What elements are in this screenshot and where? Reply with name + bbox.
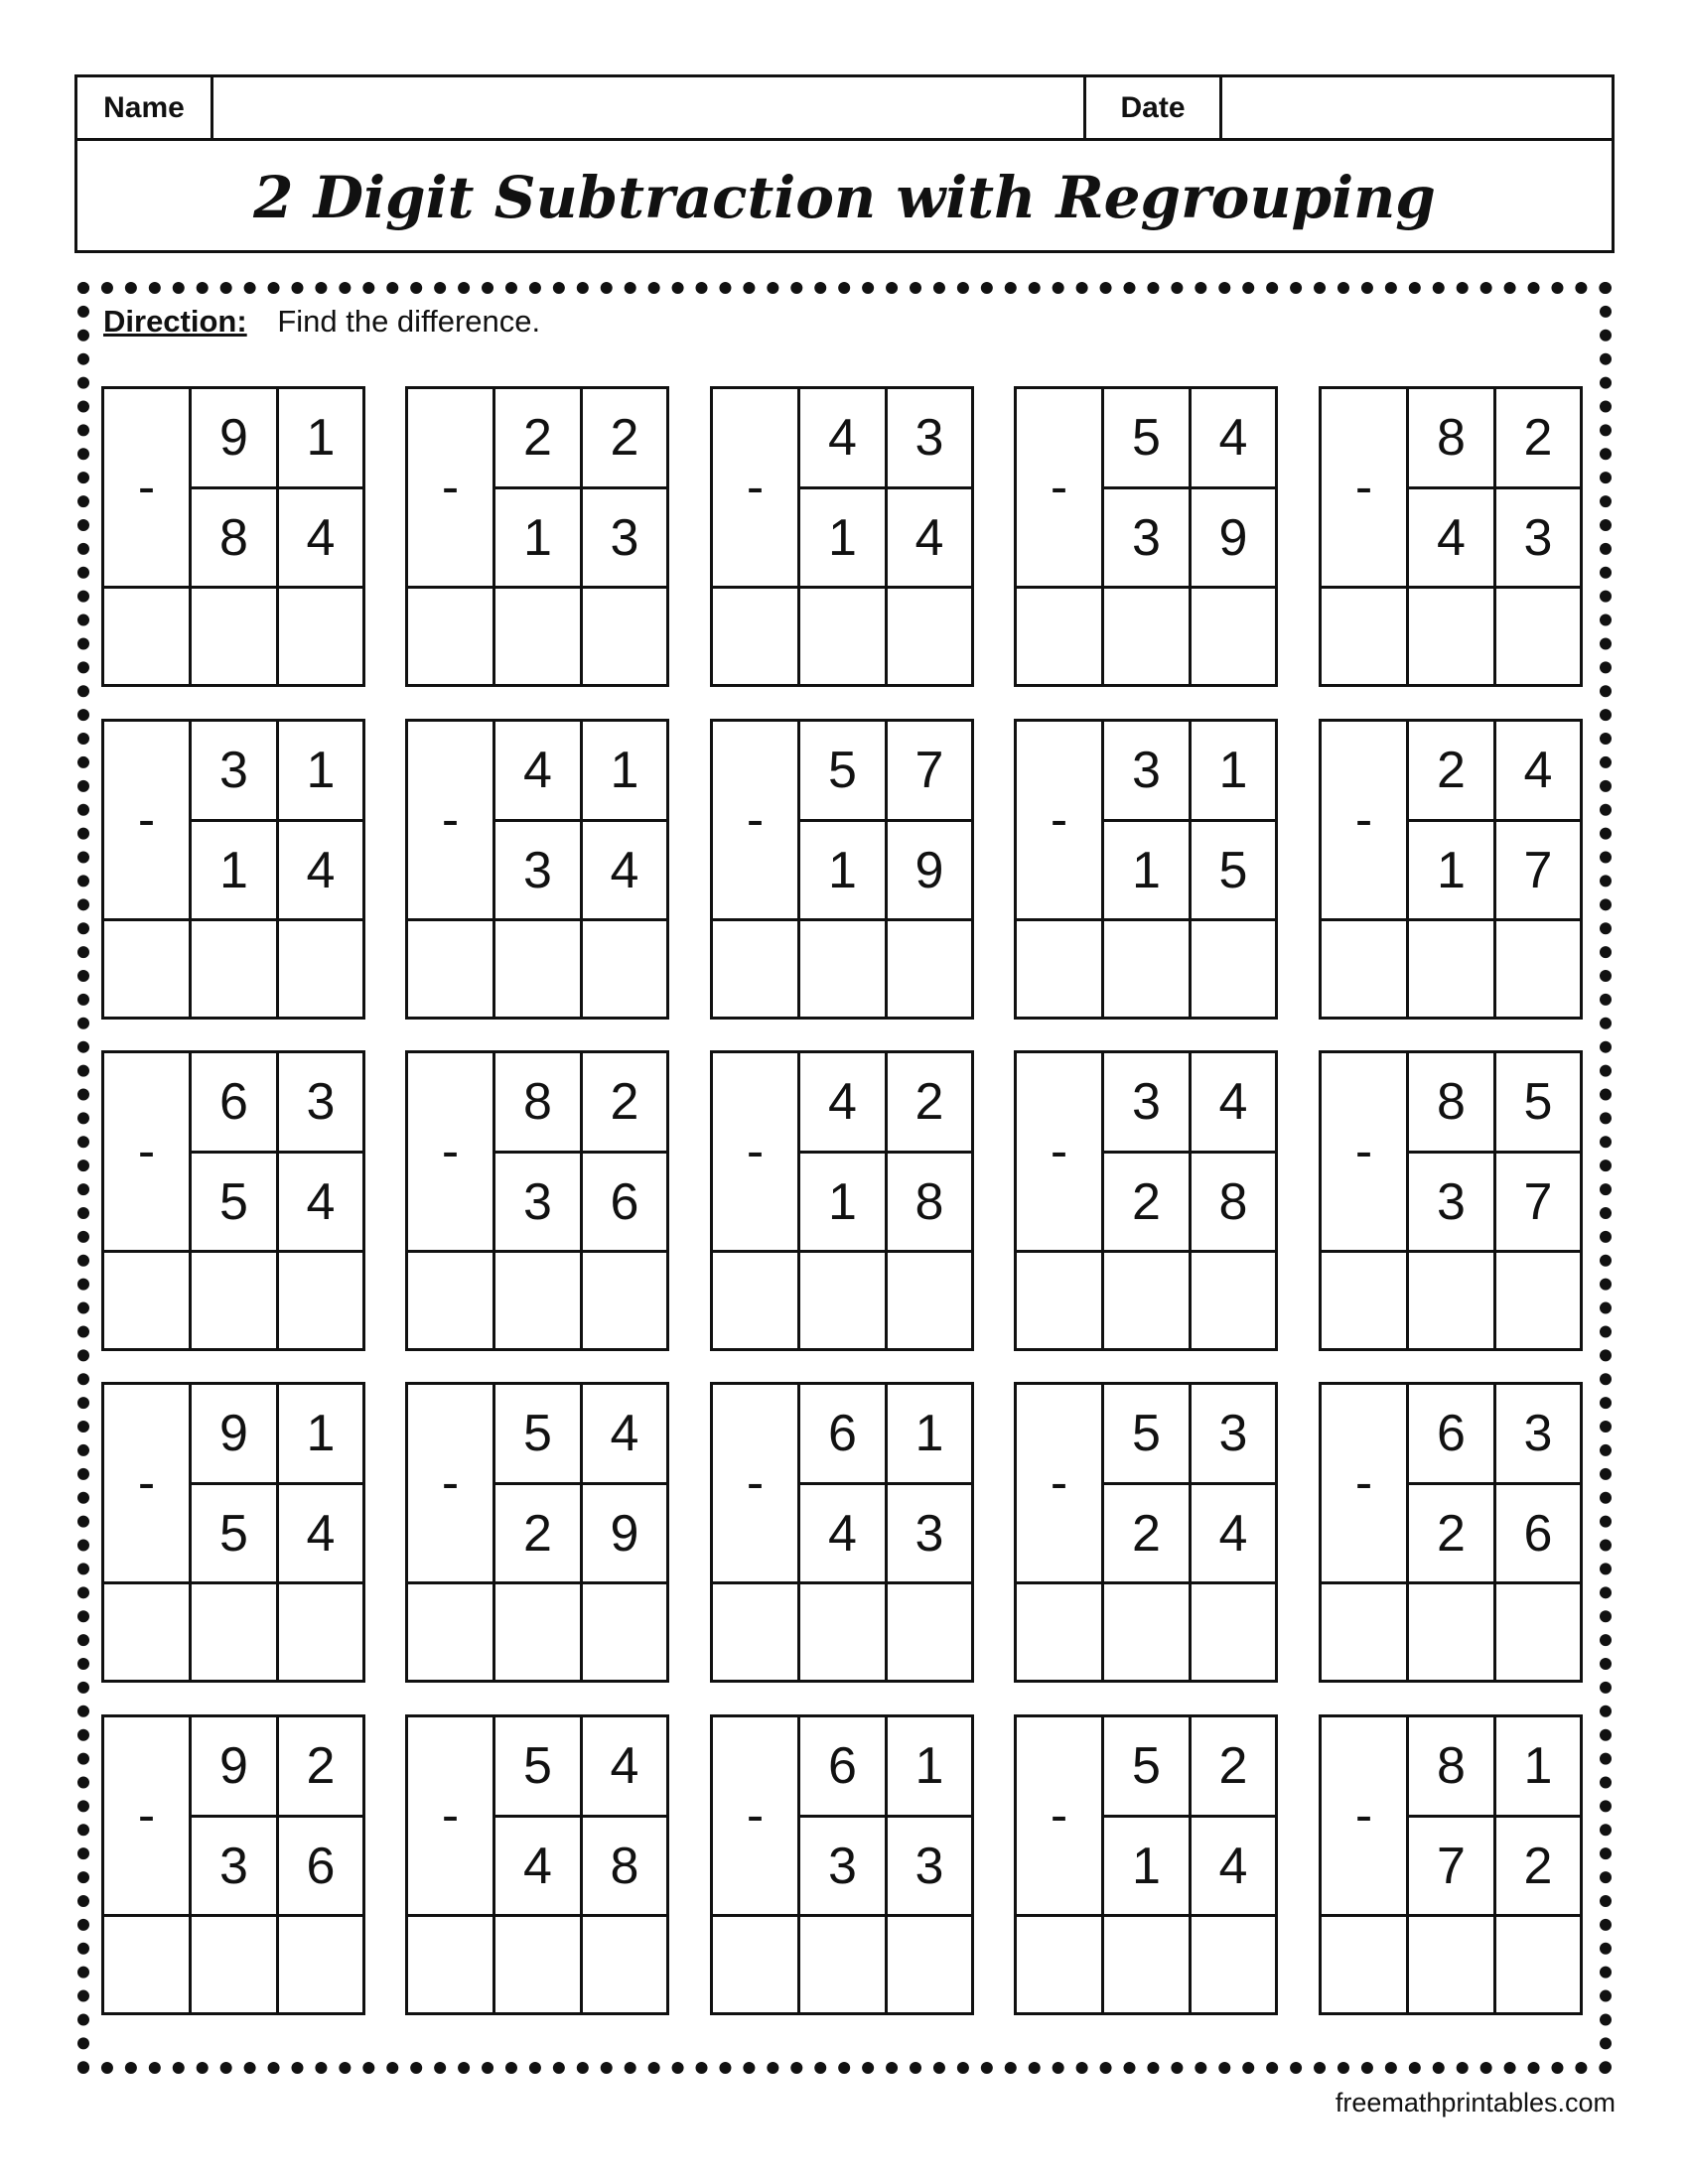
subtrahend-ones: 4	[1192, 1485, 1275, 1584]
subtrahend-ones: 9	[583, 1485, 666, 1584]
subtrahend-tens: 4	[800, 1485, 888, 1584]
minuend-tens: 5	[1104, 389, 1192, 489]
answer-ones-box[interactable]	[1192, 1917, 1275, 2012]
minuend-ones: 4	[583, 1717, 666, 1818]
answer-tens-box[interactable]	[800, 1253, 888, 1348]
subtrahend-tens: 1	[495, 489, 583, 589]
subtraction-problem	[710, 1714, 974, 2015]
minuend-ones: 5	[1496, 1053, 1580, 1154]
subtrahend-tens: 4	[1409, 489, 1496, 589]
answer-hundreds-box[interactable]	[408, 1917, 495, 2012]
page-title: 2 Digit Subtraction with Regrouping	[253, 163, 1436, 231]
answer-ones-box[interactable]	[888, 589, 971, 684]
answer-ones-box[interactable]	[888, 1917, 971, 2012]
answer-ones-box[interactable]	[1192, 1584, 1275, 1680]
name-date-row	[77, 77, 1612, 141]
subtraction-problem	[1319, 1714, 1583, 2015]
subtrahend-ones: 8	[888, 1154, 971, 1253]
subtrahend-tens: 1	[1104, 1818, 1192, 1917]
minuend-tens: 9	[192, 1717, 279, 1818]
subtraction-problem	[1319, 1050, 1583, 1351]
subtraction-problem	[405, 1050, 669, 1351]
subtrahend-tens: 3	[192, 1818, 279, 1917]
minus-sign: -	[713, 1385, 800, 1584]
minus-sign: -	[1322, 1053, 1409, 1253]
answer-hundreds-box[interactable]	[104, 589, 192, 684]
minuend-tens: 6	[800, 1717, 888, 1818]
minus-sign: -	[408, 1053, 495, 1253]
minuend-tens: 9	[192, 1385, 279, 1485]
answer-hundreds-box[interactable]	[1322, 1253, 1409, 1348]
answer-ones-box[interactable]	[279, 921, 362, 1017]
minus-sign: -	[713, 722, 800, 921]
answer-tens-box[interactable]	[192, 1253, 279, 1348]
minuend-ones: 4	[583, 1385, 666, 1485]
subtrahend-tens: 2	[495, 1485, 583, 1584]
answer-tens-box[interactable]	[495, 1917, 583, 2012]
subtraction-problem	[405, 1714, 669, 2015]
subtraction-problem	[101, 1714, 365, 2015]
subtraction-problem	[710, 1382, 974, 1683]
subtrahend-ones: 3	[583, 489, 666, 589]
subtrahend-tens: 1	[800, 489, 888, 589]
subtrahend-tens: 3	[1409, 1154, 1496, 1253]
subtrahend-ones: 7	[1496, 1154, 1580, 1253]
subtraction-problem	[405, 719, 669, 1020]
answer-tens-box[interactable]	[192, 1917, 279, 2012]
answer-hundreds-box[interactable]	[713, 921, 800, 1017]
answer-hundreds-box[interactable]	[104, 921, 192, 1017]
minuend-tens: 6	[192, 1053, 279, 1154]
subtraction-problem	[710, 719, 974, 1020]
minus-sign: -	[1322, 389, 1409, 589]
answer-ones-box[interactable]	[888, 1253, 971, 1348]
answer-hundreds-box[interactable]	[104, 1917, 192, 2012]
date-label: Date	[1086, 77, 1222, 138]
answer-hundreds-box[interactable]	[104, 1584, 192, 1680]
subtraction-problem	[710, 386, 974, 687]
minuend-ones: 1	[1192, 722, 1275, 822]
subtrahend-tens: 8	[192, 489, 279, 589]
minuend-ones: 2	[279, 1717, 362, 1818]
subtrahend-ones: 2	[1496, 1818, 1580, 1917]
subtraction-problem	[1014, 386, 1278, 687]
subtrahend-ones: 4	[279, 822, 362, 921]
subtraction-problem	[1319, 719, 1583, 1020]
minuend-ones: 1	[888, 1717, 971, 1818]
subtrahend-tens: 1	[1104, 822, 1192, 921]
minuend-tens: 8	[1409, 1053, 1496, 1154]
answer-tens-box[interactable]	[495, 1253, 583, 1348]
answer-tens-box[interactable]	[495, 1584, 583, 1680]
answer-hundreds-box[interactable]	[104, 1253, 192, 1348]
subtraction-problem	[1014, 1382, 1278, 1683]
name-label: Name	[77, 77, 213, 138]
answer-hundreds-box[interactable]	[1017, 1917, 1104, 2012]
answer-hundreds-box[interactable]	[1017, 589, 1104, 684]
subtrahend-tens: 3	[1104, 489, 1192, 589]
subtrahend-ones: 3	[888, 1485, 971, 1584]
subtrahend-tens: 3	[495, 822, 583, 921]
subtrahend-tens: 1	[800, 822, 888, 921]
answer-ones-box[interactable]	[1192, 589, 1275, 684]
answer-tens-box[interactable]	[1409, 589, 1496, 684]
answer-hundreds-box[interactable]	[713, 589, 800, 684]
minuend-tens: 3	[1104, 1053, 1192, 1154]
minus-sign: -	[408, 1717, 495, 1917]
answer-tens-box[interactable]	[1104, 1253, 1192, 1348]
minuend-ones: 3	[279, 1053, 362, 1154]
minus-sign: -	[104, 1053, 192, 1253]
minus-sign: -	[1017, 389, 1104, 589]
minuend-ones: 2	[583, 1053, 666, 1154]
answer-hundreds-box[interactable]	[408, 921, 495, 1017]
minus-sign: -	[408, 389, 495, 589]
answer-ones-box[interactable]	[1496, 1584, 1580, 1680]
minus-sign: -	[104, 1385, 192, 1584]
minuend-tens: 6	[800, 1385, 888, 1485]
subtrahend-ones: 4	[279, 1485, 362, 1584]
subtrahend-tens: 4	[495, 1818, 583, 1917]
answer-ones-box[interactable]	[1496, 1253, 1580, 1348]
minuend-tens: 9	[192, 389, 279, 489]
answer-hundreds-box[interactable]	[1017, 921, 1104, 1017]
minus-sign: -	[1017, 1717, 1104, 1917]
minuend-ones: 1	[1496, 1717, 1580, 1818]
minuend-tens: 2	[495, 389, 583, 489]
minuend-ones: 3	[1192, 1385, 1275, 1485]
subtraction-problem	[405, 386, 669, 687]
subtrahend-tens: 1	[1409, 822, 1496, 921]
answer-ones-box[interactable]	[583, 589, 666, 684]
subtrahend-ones: 9	[888, 822, 971, 921]
subtraction-problem	[101, 386, 365, 687]
direction-label: Direction:	[103, 304, 247, 339]
answer-hundreds-box[interactable]	[1017, 1253, 1104, 1348]
answer-tens-box[interactable]	[800, 589, 888, 684]
answer-tens-box[interactable]	[1104, 921, 1192, 1017]
minus-sign: -	[104, 389, 192, 589]
date-field[interactable]	[1222, 77, 1612, 138]
answer-tens-box[interactable]	[800, 921, 888, 1017]
subtrahend-ones: 3	[888, 1818, 971, 1917]
subtrahend-ones: 7	[1496, 822, 1580, 921]
answer-hundreds-box[interactable]	[408, 1584, 495, 1680]
answer-ones-box[interactable]	[279, 1917, 362, 2012]
subtraction-problem	[1319, 1382, 1583, 1683]
minuend-ones: 2	[583, 389, 666, 489]
answer-tens-box[interactable]	[1104, 589, 1192, 684]
answer-hundreds-box[interactable]	[713, 1253, 800, 1348]
subtrahend-ones: 8	[1192, 1154, 1275, 1253]
subtraction-problem	[710, 1050, 974, 1351]
subtrahend-tens: 3	[495, 1154, 583, 1253]
answer-tens-box[interactable]	[1409, 1253, 1496, 1348]
minus-sign: -	[1322, 1717, 1409, 1917]
minus-sign: -	[408, 1385, 495, 1584]
minuend-tens: 3	[1104, 722, 1192, 822]
answer-hundreds-box[interactable]	[713, 1917, 800, 2012]
minuend-tens: 5	[800, 722, 888, 822]
answer-tens-box[interactable]	[1104, 1917, 1192, 2012]
footer-credit: freemathprintables.com	[1335, 2088, 1616, 2117]
answer-tens-box[interactable]	[1409, 1917, 1496, 2012]
minuend-tens: 5	[1104, 1385, 1192, 1485]
subtrahend-tens: 2	[1104, 1485, 1192, 1584]
subtrahend-ones: 9	[1192, 489, 1275, 589]
minuend-tens: 4	[800, 389, 888, 489]
minuend-ones: 2	[1192, 1717, 1275, 1818]
subtraction-problem	[101, 1050, 365, 1351]
direction-text: Find the difference.	[277, 304, 541, 339]
minus-sign: -	[1322, 1385, 1409, 1584]
minuend-tens: 4	[800, 1053, 888, 1154]
answer-ones-box[interactable]	[583, 1253, 666, 1348]
subtrahend-ones: 4	[888, 489, 971, 589]
subtraction-problem	[405, 1382, 669, 1683]
subtrahend-tens: 3	[800, 1818, 888, 1917]
subtraction-problem	[1014, 1714, 1278, 2015]
answer-tens-box[interactable]	[192, 1584, 279, 1680]
subtrahend-tens: 2	[1409, 1485, 1496, 1584]
minuend-tens: 8	[1409, 1717, 1496, 1818]
answer-ones-box[interactable]	[583, 1917, 666, 2012]
subtrahend-tens: 5	[192, 1154, 279, 1253]
minus-sign: -	[1017, 722, 1104, 921]
minuend-ones: 1	[279, 389, 362, 489]
minuend-ones: 1	[583, 722, 666, 822]
answer-tens-box[interactable]	[1409, 1584, 1496, 1680]
answer-ones-box[interactable]	[888, 1584, 971, 1680]
answer-tens-box[interactable]	[495, 589, 583, 684]
minuend-ones: 3	[1496, 1385, 1580, 1485]
answer-hundreds-box[interactable]	[1322, 1917, 1409, 2012]
minus-sign: -	[1322, 722, 1409, 921]
minuend-ones: 7	[888, 722, 971, 822]
subtraction-problem	[1319, 386, 1583, 687]
answer-ones-box[interactable]	[1496, 1917, 1580, 2012]
answer-hundreds-box[interactable]	[408, 589, 495, 684]
answer-ones-box[interactable]	[583, 921, 666, 1017]
answer-ones-box[interactable]	[1192, 921, 1275, 1017]
answer-tens-box[interactable]	[800, 1917, 888, 2012]
minuend-ones: 2	[888, 1053, 971, 1154]
subtraction-problem	[101, 719, 365, 1020]
answer-ones-box[interactable]	[1192, 1253, 1275, 1348]
minuend-ones: 2	[1496, 389, 1580, 489]
subtrahend-ones: 6	[279, 1818, 362, 1917]
answer-hundreds-box[interactable]	[408, 1253, 495, 1348]
answer-ones-box[interactable]	[1496, 589, 1580, 684]
subtraction-problem	[1014, 719, 1278, 1020]
minus-sign: -	[1017, 1385, 1104, 1584]
answer-ones-box[interactable]	[583, 1584, 666, 1680]
answer-hundreds-box[interactable]	[1322, 1584, 1409, 1680]
answer-ones-box[interactable]	[279, 1253, 362, 1348]
minus-sign: -	[713, 389, 800, 589]
minus-sign: -	[713, 1053, 800, 1253]
subtrahend-ones: 6	[583, 1154, 666, 1253]
answer-tens-box[interactable]	[495, 921, 583, 1017]
minus-sign: -	[713, 1717, 800, 1917]
minuend-tens: 6	[1409, 1385, 1496, 1485]
minuend-tens: 5	[495, 1717, 583, 1818]
minus-sign: -	[104, 722, 192, 921]
minuend-ones: 3	[888, 389, 971, 489]
minuend-tens: 5	[495, 1385, 583, 1485]
answer-ones-box[interactable]	[888, 921, 971, 1017]
minuend-ones: 1	[279, 722, 362, 822]
minuend-tens: 3	[192, 722, 279, 822]
subtrahend-ones: 4	[583, 822, 666, 921]
answer-ones-box[interactable]	[279, 589, 362, 684]
subtrahend-ones: 4	[1192, 1818, 1275, 1917]
minuend-ones: 4	[1496, 722, 1580, 822]
minuend-tens: 8	[495, 1053, 583, 1154]
minus-sign: -	[408, 722, 495, 921]
subtrahend-tens: 2	[1104, 1154, 1192, 1253]
minuend-tens: 2	[1409, 722, 1496, 822]
answer-hundreds-box[interactable]	[713, 1584, 800, 1680]
subtrahend-tens: 1	[192, 822, 279, 921]
answer-tens-box[interactable]	[1409, 921, 1496, 1017]
minuend-ones: 1	[888, 1385, 971, 1485]
minuend-ones: 4	[1192, 389, 1275, 489]
subtrahend-ones: 4	[279, 1154, 362, 1253]
worksheet-header	[74, 74, 1615, 253]
minus-sign: -	[1017, 1053, 1104, 1253]
minuend-ones: 4	[1192, 1053, 1275, 1154]
subtrahend-ones: 8	[583, 1818, 666, 1917]
minuend-tens: 8	[1409, 389, 1496, 489]
subtrahend-tens: 1	[800, 1154, 888, 1253]
answer-hundreds-box[interactable]	[1322, 921, 1409, 1017]
answer-tens-box[interactable]	[800, 1584, 888, 1680]
minuend-tens: 5	[1104, 1717, 1192, 1818]
subtrahend-ones: 5	[1192, 822, 1275, 921]
answer-ones-box[interactable]	[279, 1584, 362, 1680]
subtrahend-tens: 7	[1409, 1818, 1496, 1917]
direction-line	[103, 304, 540, 340]
answer-tens-box[interactable]	[1104, 1584, 1192, 1680]
answer-ones-box[interactable]	[1496, 921, 1580, 1017]
subtrahend-ones: 4	[279, 489, 362, 589]
subtraction-problem	[101, 1382, 365, 1683]
answer-hundreds-box[interactable]	[1017, 1584, 1104, 1680]
minus-sign: -	[104, 1717, 192, 1917]
subtraction-problem	[1014, 1050, 1278, 1351]
minuend-tens: 4	[495, 722, 583, 822]
subtrahend-ones: 3	[1496, 489, 1580, 589]
answer-tens-box[interactable]	[192, 921, 279, 1017]
answer-tens-box[interactable]	[192, 589, 279, 684]
subtrahend-ones: 6	[1496, 1485, 1580, 1584]
name-field[interactable]	[213, 77, 1086, 138]
minuend-ones: 1	[279, 1385, 362, 1485]
answer-hundreds-box[interactable]	[1322, 589, 1409, 684]
subtrahend-tens: 5	[192, 1485, 279, 1584]
